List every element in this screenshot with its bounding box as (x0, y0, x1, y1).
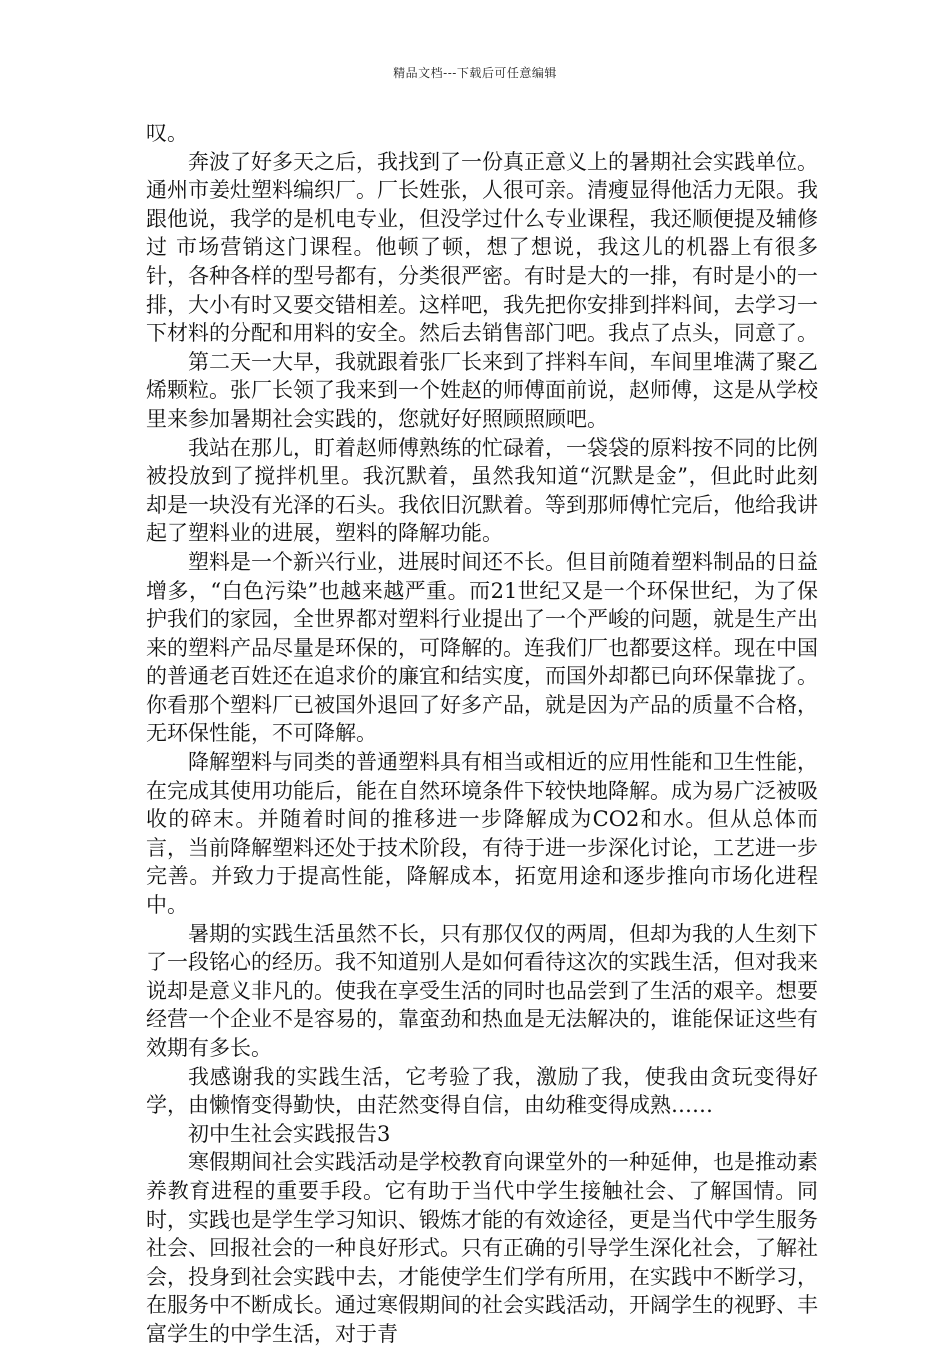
document-body (146, 119, 818, 1349)
page-header: 精品文档---下载后可任意编辑 (393, 66, 557, 80)
paragraph: 降解塑料与同类的普通塑料具有相当或相近的应用性能和卫生性能，在完成其使用功能后，能在自然环境条件下较快地降解。成为易广泛被吸收的碎末。并随着时间的推移进一步降解成为CO2和水。但从总体而言，当前降解塑料还处于技术阶段，有待于进一步深化讨论，工艺进一步完善。并致力于提高性能，降解成本，拓宽用途和逐步推向市场化进程中。 (146, 750, 818, 918)
paragraph: 暑期的实践生活虽然不长，只有那仅仅的两周，但却为我的人生刻下了一段铭心的经历。我不知道别人是如何看待这次的实践生活，但对我来说却是意义非凡的。使我在享受生活的同时也品尝到了生活的艰辛。想要经营一个企业不是容易的，靠蛮劲和热血是无法解决的，谁能保证这些有效期有多长。 (146, 921, 818, 1060)
paragraph: 我站在那儿，盯着赵师傅熟练的忙碌着，一袋袋的原料按不同的比例被投放到了搅拌机里。我沉默着，虽然我知道“沉默是金”，但此时此刻却是一块没有光泽的石头。我依旧沉默着。等到那师傅忙完后，他给我讲起了塑料业的进展，塑料的降解功能。 (146, 435, 818, 546)
paragraph: 塑料是一个新兴行业，进展时间还不长。但目前随着塑料制品的日益增多，“白色污染”也越来越严重。而21世纪又是一个环保世纪，为了保护我们的家园，全世界都对塑料行业提出了一个严峻的问题，就是生产出来的塑料产品尽量是环保的，可降解的。连我们厂也都要这样。现在中国的普通老百姓还在追求价的廉宜和结实度，而国外却都已向环保靠拢了。你看那个塑料厂已被国外退回了好多产品，就是因为产品的质量不合格，无环保性能，不可降解。 (146, 549, 818, 746)
paragraph: 叹。 (146, 121, 188, 145)
section-heading: 初中生社会实践报告3 (188, 1121, 391, 1146)
paragraph: 我感谢我的实践生活，它考验了我，激励了我，使我由贪玩变得好学，由懒惰变得勤快，由茫然变得自信，由幼稚变得成熟…… (146, 1064, 818, 1118)
paragraph: 第二天一大早，我就跟着张厂长来到了拌料车间，车间里堆满了聚乙烯颗粒。张厂长领了我来到一个姓赵的师傅面前说，赵师傅，这是从学校里来参加暑期社会实践的，您就好好照顾照顾吧。 (146, 349, 818, 431)
paragraph: 寒假期间社会实践活动是学校教育向课堂外的一种延伸，也是推动素养教育进程的重要手段。它有助于当代中学生接触社会、了解国情。同时，实践也是学生学习知识、锻炼才能的有效途径，更是当代中学生服务社会、回报社会的一种良好形式。只有正确的引导学生深化社会，了解社会，投身到社会实践中去，才能使学生们学有所用，在实践中不断学习，在服务中不断成长。通过寒假期间的社会实践活动，开阔学生的视野、丰富学生的中学生活，对于青 (146, 1150, 818, 1346)
paragraph: 奔波了好多天之后，我找到了一份真正意义上的暑期社会实践单位。通州市姜灶塑料编织厂。厂长姓张，人很可亲。清瘦显得他活力无限。我跟他说，我学的是机电专业，但没学过什么专业课程，我还顺便提及辅修过 市场营销这门课程。他顿了顿，想了想说，我这儿的机器上有很多针，各种各样的型号都有，分类很严密。有时是大的一排，有时是小的一排，大小有时又要交错相差。这样吧，我先把你安排到拌料间，去学习一下材料的分配和用料的安全。然后去销售部门吧。我点了点头，同意了。 (146, 149, 818, 346)
